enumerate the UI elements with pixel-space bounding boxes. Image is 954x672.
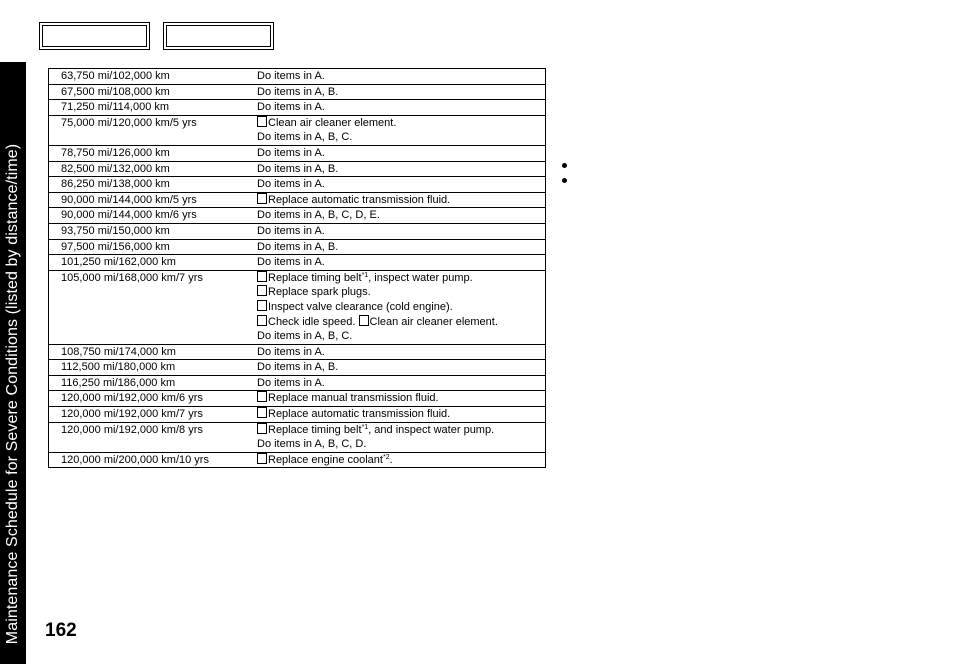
- action-line: [257, 300, 545, 315]
- distance-cell: 82,500 mi/132,000 km: [61, 162, 170, 175]
- action-cell: [257, 452, 546, 468]
- action-line: [257, 391, 545, 406]
- action-text: Do items in A, B, C.: [257, 131, 353, 144]
- action-cell: [257, 270, 546, 344]
- action-cell: [257, 391, 546, 407]
- action-line: [257, 376, 545, 391]
- action-text: Do items in A, B, C, D, E.: [257, 209, 380, 222]
- action-text: Do items in A, B.: [257, 85, 339, 98]
- action-line: [257, 69, 545, 84]
- table-row: [49, 422, 546, 452]
- maintenance-schedule-table: [48, 68, 546, 468]
- action-line: [257, 423, 545, 438]
- action-text: Do items in A.: [257, 101, 325, 114]
- checkbox-icon: [257, 407, 267, 418]
- table-row: [49, 84, 546, 100]
- checkbox-icon: [359, 315, 369, 326]
- distance-cell: 93,750 mi/150,000 km: [61, 224, 170, 237]
- action-text: Replace manual transmission fluid.: [268, 392, 439, 405]
- distance-cell: 90,000 mi/144,000 km/5 yrs: [61, 193, 197, 206]
- distance-cell: 120,000 mi/192,000 km/6 yrs: [61, 392, 203, 405]
- action-line: [257, 193, 545, 208]
- checkbox-icon: [257, 271, 267, 282]
- action-text: Replace timing belt: [268, 271, 362, 284]
- checkbox-icon: [257, 116, 267, 127]
- table-row: [49, 145, 546, 161]
- action-line: [257, 208, 545, 223]
- distance-cell: 86,250 mi/138,000 km: [61, 178, 170, 191]
- action-line: [257, 360, 545, 375]
- action-cell: [257, 375, 546, 391]
- action-text: Replace automatic transmission fluid.: [268, 408, 451, 421]
- schedule-body: [49, 69, 546, 468]
- action-text: Do items in A.: [257, 146, 325, 159]
- action-cell: [257, 208, 546, 224]
- action-cell: [257, 177, 546, 193]
- page-number: 162: [45, 620, 77, 641]
- footnote-mark: *1: [361, 423, 369, 431]
- action-cell: [257, 223, 546, 239]
- action-cell: [257, 161, 546, 177]
- action-cell: [257, 100, 546, 116]
- action-text: Clean air cleaner element.: [268, 116, 397, 129]
- table-row: [49, 391, 546, 407]
- action-text: Do items in A, B.: [257, 240, 339, 253]
- action-text: Replace engine coolant: [268, 453, 383, 466]
- action-line: [257, 177, 545, 192]
- checkbox-icon: [257, 285, 267, 296]
- distance-cell: 101,250 mi/162,000 km: [61, 256, 176, 269]
- table-row: [49, 239, 546, 255]
- action-text: Do items in A, B.: [257, 162, 339, 175]
- action-text: Do items in A, B, C.: [257, 330, 353, 343]
- distance-cell: 116,250 mi/186,000 km: [61, 376, 176, 389]
- footnote-mark: *1: [361, 271, 369, 279]
- header-box-right: [163, 22, 274, 50]
- checkbox-icon: [257, 391, 267, 402]
- distance-cell: 78,750 mi/126,000 km: [61, 146, 170, 159]
- bullet-mark: [562, 163, 567, 168]
- action-cell: [257, 69, 546, 85]
- table-row: [49, 407, 546, 423]
- distance-cell: 90,000 mi/144,000 km/6 yrs: [61, 209, 197, 222]
- distance-cell: 67,500 mi/108,000 km: [61, 85, 170, 98]
- action-line: [257, 162, 545, 177]
- action-text: Do items in A.: [257, 178, 325, 191]
- action-text-after: , inspect water pump.: [368, 271, 473, 284]
- table-row: [49, 208, 546, 224]
- action-line: [257, 130, 545, 145]
- distance-cell: 120,000 mi/200,000 km/10 yrs: [61, 453, 209, 466]
- checkbox-icon: [257, 193, 267, 204]
- bullet-mark: [562, 178, 567, 183]
- action-text: Inspect valve clearance (cold engine).: [268, 300, 453, 313]
- action-line: [257, 285, 545, 300]
- distance-cell: 71,250 mi/114,000 km: [61, 101, 170, 114]
- checkbox-icon: [257, 453, 267, 464]
- table-row: [49, 192, 546, 208]
- table-row: [49, 375, 546, 391]
- action-cell: [257, 407, 546, 423]
- table-row: [49, 452, 546, 468]
- action-line: [257, 255, 545, 270]
- action-line: [257, 224, 545, 239]
- action-text: Check idle speed.: [268, 315, 359, 328]
- footnote-mark: *2: [382, 453, 390, 461]
- action-line: [257, 240, 545, 255]
- action-text-second: Clean air cleaner element.: [369, 315, 498, 328]
- action-text: Replace timing belt: [268, 423, 362, 436]
- table-row: [49, 344, 546, 360]
- distance-cell: 108,750 mi/174,000 km: [61, 345, 176, 358]
- action-line: [257, 116, 545, 131]
- action-text: Replace spark plugs.: [268, 286, 371, 299]
- checkbox-icon: [257, 300, 267, 311]
- side-tab-title: Maintenance Schedule for Severe Conditions (listed by distance/time): [4, 143, 21, 645]
- action-line: [257, 315, 545, 330]
- action-cell: [257, 255, 546, 271]
- action-cell: [257, 344, 546, 360]
- table-row: [49, 177, 546, 193]
- header-box-left: [39, 22, 150, 50]
- action-text: Do items in A, B, C, D.: [257, 438, 367, 451]
- distance-cell: 105,000 mi/168,000 km/7 yrs: [61, 271, 203, 284]
- action-line: [257, 329, 545, 344]
- table-row: [49, 161, 546, 177]
- table-row: [49, 69, 546, 85]
- table-row: [49, 100, 546, 116]
- distance-cell: 97,500 mi/156,000 km: [61, 240, 170, 253]
- action-line: [257, 100, 545, 115]
- table-row: [49, 223, 546, 239]
- action-cell: [257, 192, 546, 208]
- action-text-after: , and inspect water pump.: [368, 423, 495, 436]
- action-cell: [257, 145, 546, 161]
- action-line: [257, 85, 545, 100]
- action-text: Do items in A, B.: [257, 361, 339, 374]
- action-text: Replace automatic transmission fluid.: [268, 193, 451, 206]
- action-text: Do items in A.: [257, 256, 325, 269]
- action-line: [257, 453, 545, 468]
- action-text: Do items in A.: [257, 70, 325, 82]
- checkbox-icon: [257, 423, 267, 434]
- side-tab: [0, 62, 26, 664]
- table-row: [49, 360, 546, 376]
- action-cell: [257, 422, 546, 452]
- action-cell: [257, 84, 546, 100]
- checkbox-icon: [257, 315, 267, 326]
- action-text-after: .: [389, 453, 393, 466]
- action-line: [257, 407, 545, 422]
- action-cell: [257, 115, 546, 145]
- table-row: [49, 270, 546, 344]
- distance-cell: 120,000 mi/192,000 km/8 yrs: [61, 423, 203, 436]
- action-cell: [257, 360, 546, 376]
- table-row: [49, 255, 546, 271]
- action-cell: [257, 239, 546, 255]
- distance-cell: 120,000 mi/192,000 km/7 yrs: [61, 408, 203, 421]
- distance-cell: 63,750 mi/102,000 km: [61, 70, 170, 82]
- action-text: Do items in A.: [257, 345, 325, 358]
- action-text: Do items in A.: [257, 224, 325, 237]
- action-line: [257, 271, 545, 286]
- action-text: Do items in A.: [257, 376, 325, 389]
- action-line: [257, 146, 545, 161]
- distance-cell: 75,000 mi/120,000 km/5 yrs: [61, 116, 197, 129]
- table-row: [49, 115, 546, 145]
- action-line: [257, 345, 545, 360]
- distance-cell: 112,500 mi/180,000 km: [61, 361, 176, 374]
- action-line: [257, 437, 545, 452]
